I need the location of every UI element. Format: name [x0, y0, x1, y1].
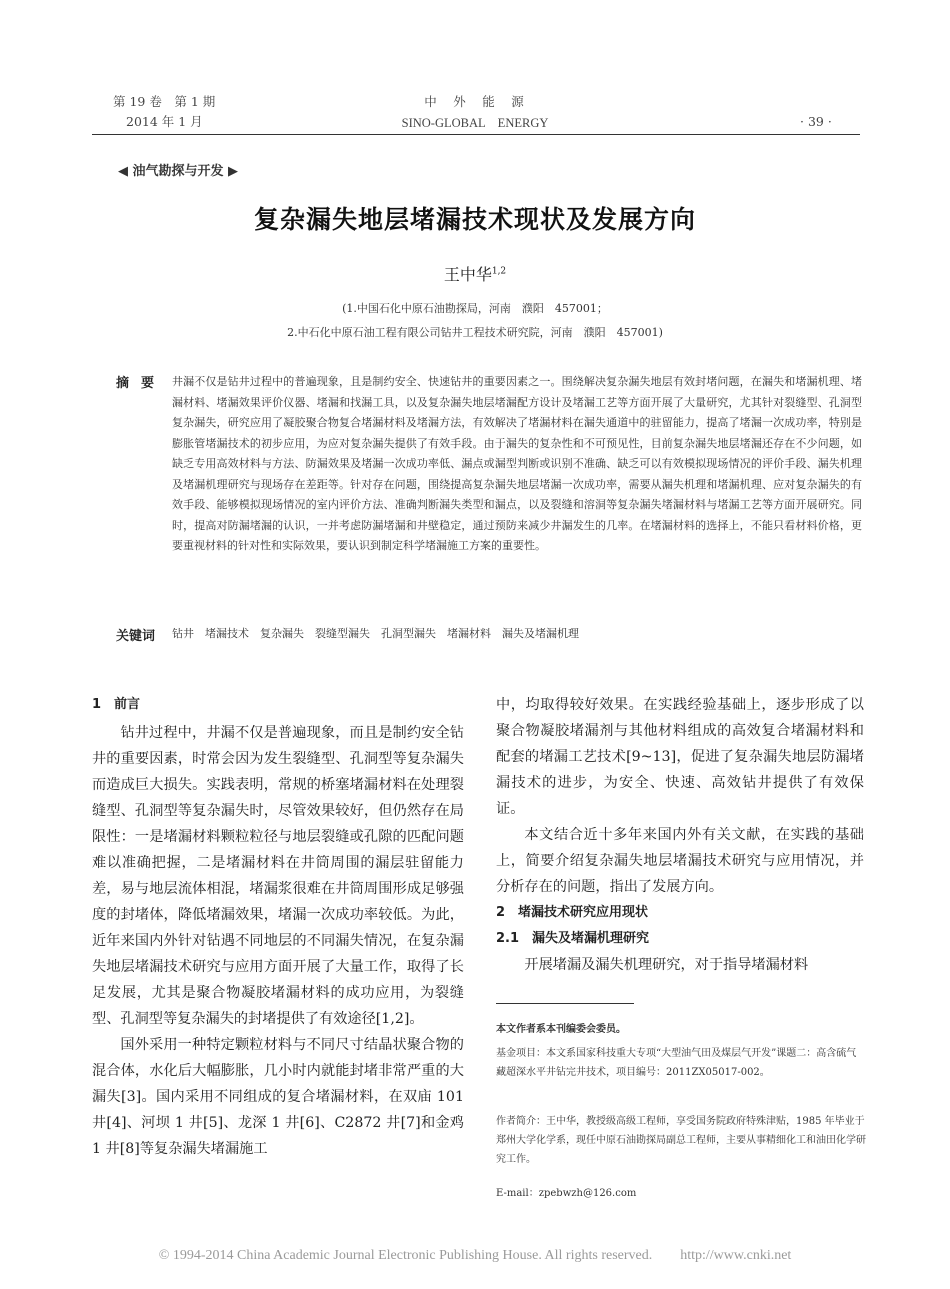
keywords-label: 关键词 — [116, 629, 156, 644]
left-column — [92, 692, 464, 1162]
affiliation-1: (1.中国石化中原石油勘探局，河南 濮阳 457001； — [342, 302, 608, 315]
footnote-funding: 基金项目：本文系国家科技重大专项“大型油气田及煤层气开发”课题二：高含硫气藏超深水平井钻完井技术，项目编号：2011ZX05017-002。 — [496, 1048, 857, 1078]
heading-introduction: 1 前言 — [92, 697, 141, 712]
abstract-text: 井漏不仅是钻井过程中的普遍现象，且是制约安全、快速钻井的重要因素之一。围绕解决复杂漏失地层有效封堵问题，在漏失和堵漏机理、堵漏材料、堵漏效果评价仪器、堵漏和找漏工具，以及复杂漏失地层堵漏配方设计及堵漏工艺等方面开展了大量研究，尤其针对裂缝型、孔洞型复杂漏失，研究应用了凝胶聚合物复合堵漏材料及堵漏方法，有效解决了堵漏材料在漏失通道中的驻留能力，提高了堵漏一次成功率，特别是膨胀管堵漏技术的初步应用，为应对复杂漏失提供了有效手段。由于漏失的复杂性和不可预见性，目前复杂漏失地层堵漏还存在不少问题，如缺乏专用高效材料与方法、防漏效果及堵漏一次成功率低、漏点或漏型判断或识别不准确、缺乏可以有效模拟现场情况的评价手段、漏失机理及堵漏机理研究与现场存在差距等。针对存在问题，围绕提高复杂漏失地层堵漏一次成功率，需要从漏失机理和堵漏机理、应对复杂漏失的有效手段、能够模拟现场情况的室内评价方法、准确判断漏失类型和漏点，以及裂缝和溶洞等复杂漏失堵漏材料与堵漏工艺等方面开展研究。同时，提高对防漏堵漏的认识，一并考虑防漏堵漏和井壁稳定，通过预防来减少井漏发生的几率。在堵漏材料的选择上，不能只看材料价格，更要重视材料的针对性和实际效果，要认识到制定科学堵漏施工方案的重要性。 — [172, 375, 862, 552]
paragraph: 开展堵漏及漏失机理研究，对于指导堵漏材料 — [524, 957, 809, 973]
paper-title: 复杂漏失地层堵漏技术现状及发展方向 — [253, 205, 696, 234]
paragraph: 国外采用一种特定颗粒材料与不同尺寸结晶状聚合物的混合体，水化后大幅膨胀，几小时内就能封堵非常严重的大漏失[3]。国内采用不同组成的复合堵漏材料，在双庙 101 井[4]、河坝 1 井[5]、龙深 1 井[6]、C2872 井[7]和金鸡 1 井[8]等复杂漏失堵漏施工 — [92, 1037, 464, 1157]
affiliation-2: 2.中石化中原石油工程有限公司钻井工程技术研究院，河南 濮阳 457001) — [287, 326, 663, 339]
section-tag: ◀ 油气勘探与开发 ▶ — [118, 164, 239, 179]
abstract-label: 摘要 — [116, 376, 167, 391]
heading-section-2-1: 2.1 漏失及堵漏机理研究 — [496, 931, 650, 946]
journal-name-cn: 中 外 能 源 — [424, 94, 526, 109]
author-affiliation-marks: 1,2 — [491, 266, 507, 277]
keywords-text: 钻井 堵漏技术 复杂漏失 裂缝型漏失 孔洞型漏失 堵漏材料 漏失及堵漏机理 — [172, 627, 579, 640]
publication-date: 2014 年 1 月 — [126, 114, 203, 129]
footnote-editorial: 本文作者系本刊编委会委员。 — [496, 1024, 626, 1035]
paragraph: 中，均取得较好效果。在实践经验基础上，逐步形成了以聚合物凝胶堵漏剂与其他材料组成的高效复合堵漏材料和配套的堵漏工艺技术[9~13]，促进了复杂漏失地层防漏堵漏技术的进步，为安全、快速、高效钻井提供了有效保证。 — [496, 697, 864, 817]
page-number: · 39 · — [800, 114, 832, 129]
footnote-author-bio: 作者简介：王中华，教授级高级工程师，享受国务院政府特殊津贴，1985 年毕业于郑州大学化学系，现任中原石油勘探局副总工程师，主要从事精细化工和油田化学研究工作。 — [496, 1116, 866, 1165]
volume-issue: 第 19 卷 第 1 期 — [113, 94, 216, 109]
right-column — [496, 692, 864, 978]
copyright-footer: © 1994-2014 China Academic Journal Electronic Publishing House. All rights reserved. http://www.cnki.net — [158, 1248, 792, 1263]
heading-section-2: 2 堵漏技术研究应用现状 — [496, 905, 649, 920]
paragraph: 本文结合近十多年来国内外有关文献，在实践的基础上，简要介绍复杂漏失地层堵漏技术研究与应用情况，并分析存在的问题，指出了发展方向。 — [496, 827, 864, 895]
footnote-email: E-mail：zpebwzh@126.com — [496, 1188, 637, 1199]
paragraph: 钻井过程中，井漏不仅是普遍现象，而且是制约安全钻井的重要因素，时常会因为发生裂缝型、孔洞型等复杂漏失而造成巨大损失。实践表明，常规的桥塞堵漏材料在处理裂缝型、孔洞型等复杂漏失时，尽管效果较好，但仍然存在局限性：一是堵漏材料颗粒粒径与地层裂缝或孔隙的匹配问题难以准确把握，二是堵漏材料在井筒周围的漏层驻留能力差，易与地层流体相混，堵漏浆很难在井筒周围形成足够强度的封堵体，降低堵漏效果，堵漏一次成功率较低。为此，近年来国内外针对钻遇不同地层的不同漏失情况，在复杂漏失地层堵漏技术研究与应用方面开展了大量工作，取得了长足发展，尤其是聚合物凝胶堵漏材料的成功应用，为裂缝型、孔洞型等复杂漏失的封堵提供了有效途径[1,2]。 — [92, 725, 464, 1027]
header-rule — [92, 134, 860, 135]
journal-name-en: SINO-GLOBAL ENERGY — [401, 116, 549, 130]
author — [0, 262, 950, 285]
author-name: 王中华 — [443, 265, 492, 284]
footnote-rule — [496, 1003, 634, 1004]
